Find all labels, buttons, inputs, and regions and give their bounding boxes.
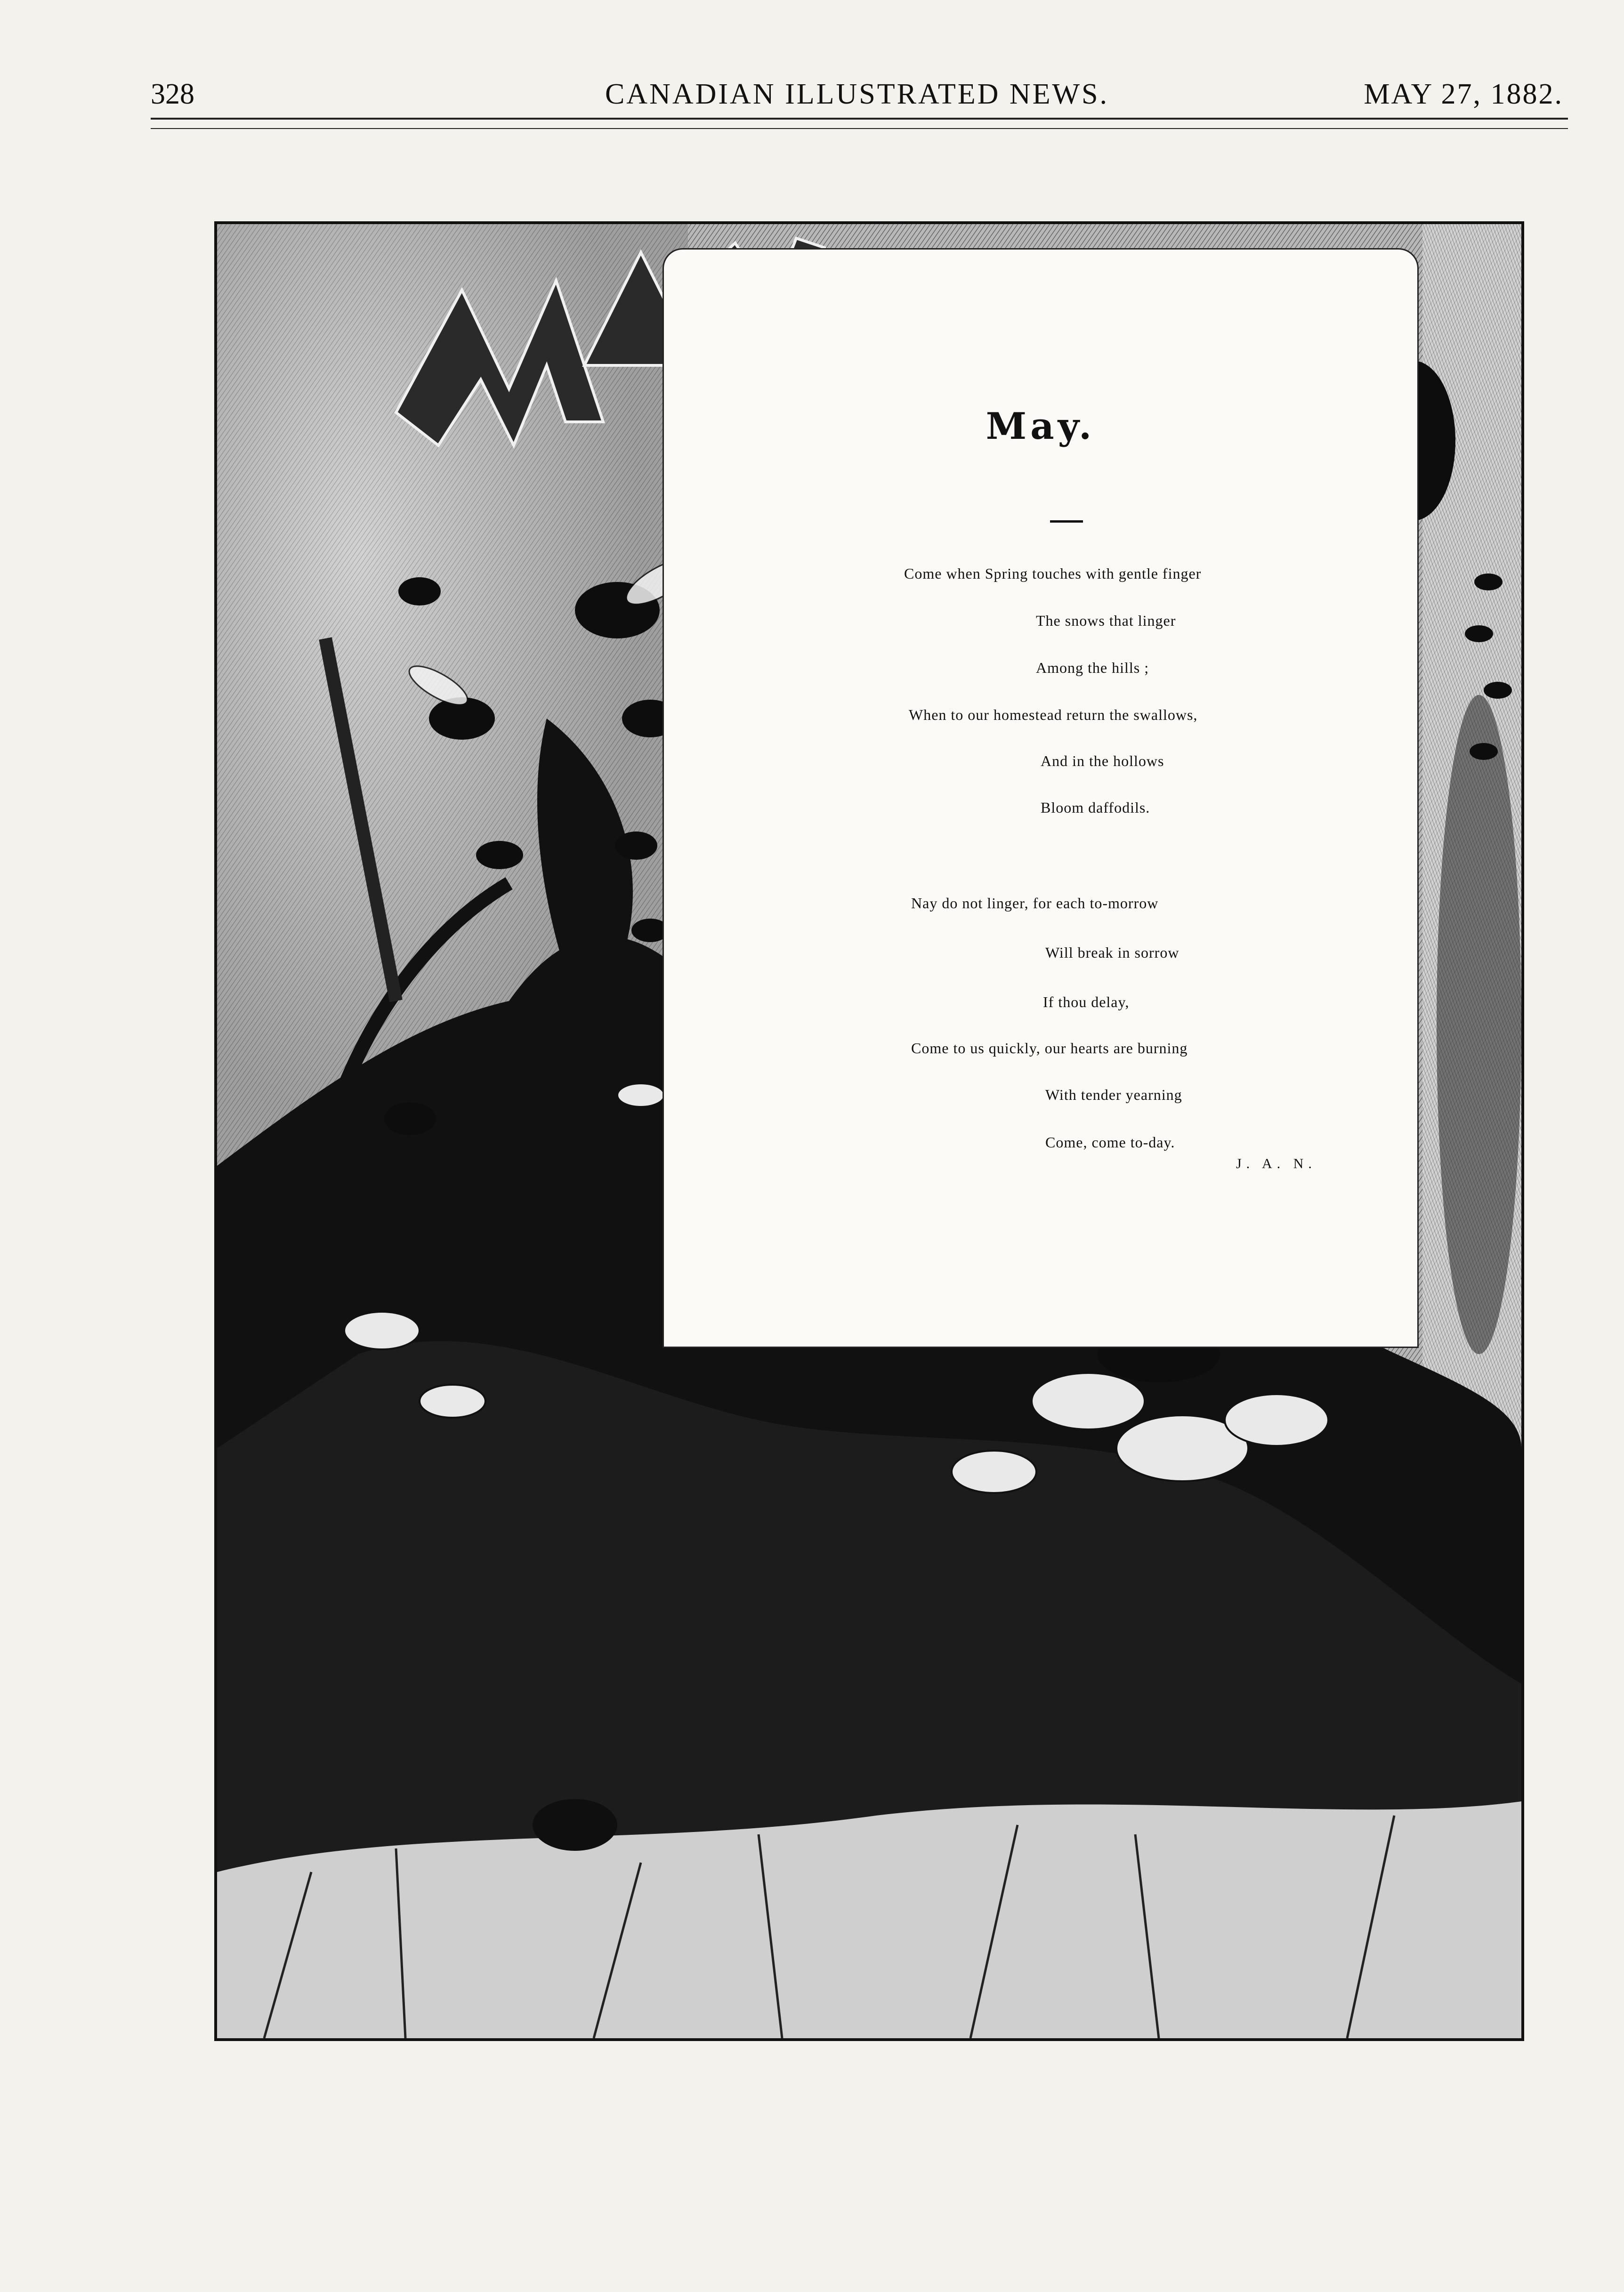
issue-date: MAY 27, 1882. [1364,78,1563,110]
masthead: CANADIAN ILLUSTRATED NEWS. [605,78,1109,110]
page-header [151,71,1563,122]
poem-line: Come when Spring touches with gentle finger [904,565,1202,582]
header-rule-thin [151,128,1568,129]
poem-line: With tender yearning [1045,1086,1182,1103]
poem-line: Will break in sorrow [1045,944,1180,961]
poem-panel [664,250,1417,1347]
poem-line: Bloom daffodils. [1041,799,1150,816]
poem-signature: J. A. N. [1236,1156,1317,1171]
poem-line: If thou delay, [1043,993,1130,1010]
poem-line: Nay do not linger, for each to-morrow [911,895,1159,912]
poem-line: And in the hollows [1041,752,1164,769]
poem-line: When to our homestead return the swallows, [909,706,1198,723]
poem-title: May. [986,405,1096,448]
poem-line: The snows that linger [1036,612,1176,629]
poem-line: Come to us quickly, our hearts are burning [911,1040,1188,1057]
poem-line: Among the hills ; [1036,659,1149,676]
poem-line: Come, come to-day. [1045,1134,1175,1151]
header-rule [151,118,1568,120]
title-divider [1050,520,1083,523]
page-number: 328 [151,78,194,110]
